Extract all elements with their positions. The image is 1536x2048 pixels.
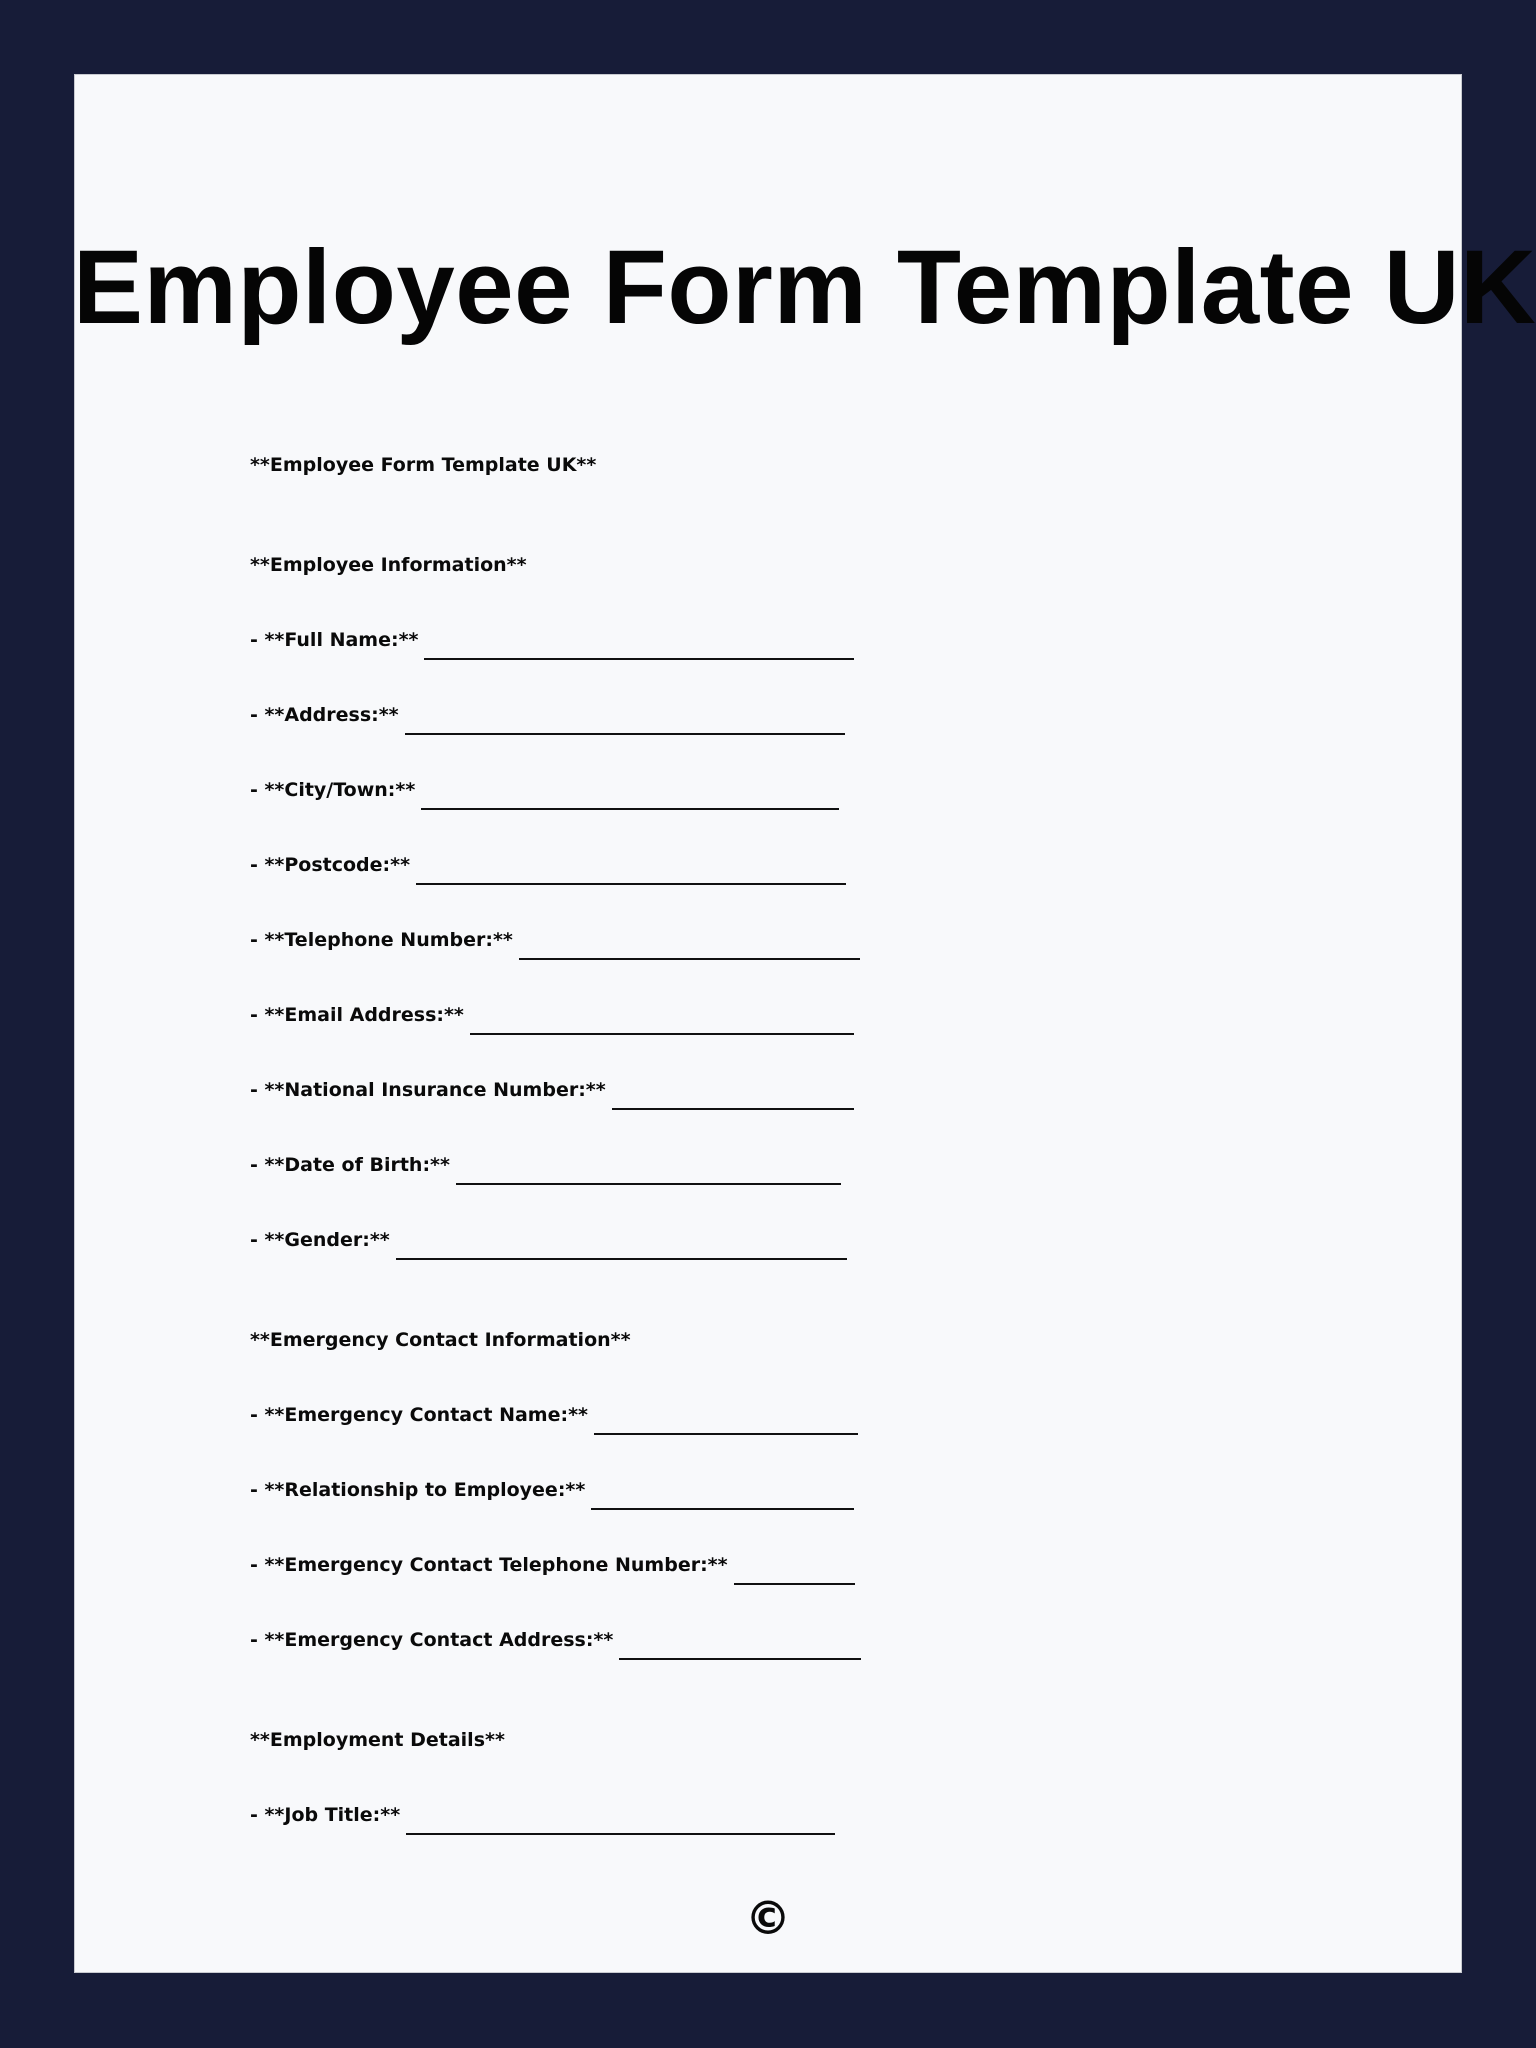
field-national-insurance-number bbox=[250, 1078, 854, 1102]
relationship-to-employee-blank[interactable] bbox=[591, 1486, 854, 1510]
field-email-address bbox=[250, 1003, 854, 1027]
field-emergency-contact-address bbox=[250, 1628, 861, 1652]
document-page bbox=[73, 74, 1536, 1973]
telephone-number-blank[interactable] bbox=[519, 936, 860, 960]
field-label: - **Relationship to Employee:** bbox=[250, 1479, 586, 1501]
postcode-blank[interactable] bbox=[416, 861, 846, 885]
field-date-of-birth bbox=[250, 1153, 841, 1177]
emergency-contact-name-blank[interactable] bbox=[594, 1411, 858, 1435]
field-label: - **Date of Birth:** bbox=[250, 1154, 450, 1176]
field-city-town bbox=[250, 778, 839, 802]
field-label: - **Email Address:** bbox=[250, 1004, 464, 1026]
section-heading-employee-information: **Employee Information** bbox=[250, 554, 527, 576]
field-gender bbox=[250, 1228, 847, 1252]
page-title: Employee Form Template UK bbox=[73, 229, 1536, 346]
field-label: - **Emergency Contact Name:** bbox=[250, 1404, 588, 1426]
field-postcode bbox=[250, 853, 846, 877]
field-label: - **City/Town:** bbox=[250, 779, 416, 801]
full-name-blank[interactable] bbox=[424, 636, 854, 660]
field-label: - **Emergency Contact Address:** bbox=[250, 1629, 614, 1651]
field-emergency-contact-name bbox=[250, 1403, 858, 1427]
field-label: - **Emergency Contact Telephone Number:** bbox=[250, 1554, 728, 1576]
field-label: - **Job Title:** bbox=[250, 1804, 401, 1826]
gender-blank[interactable] bbox=[396, 1236, 847, 1260]
field-full-name bbox=[250, 628, 854, 652]
date-of-birth-blank[interactable] bbox=[456, 1161, 841, 1185]
address-blank[interactable] bbox=[405, 711, 845, 735]
field-label: - **National Insurance Number:** bbox=[250, 1079, 606, 1101]
city-town-blank[interactable] bbox=[421, 786, 839, 810]
field-label: - **Full Name:** bbox=[250, 629, 419, 651]
form-heading: **Employee Form Template UK** bbox=[250, 454, 597, 476]
field-telephone-number bbox=[250, 928, 860, 952]
field-label: - **Telephone Number:** bbox=[250, 929, 513, 951]
field-relationship-to-employee bbox=[250, 1478, 854, 1502]
field-address bbox=[250, 703, 845, 727]
field-emergency-contact-telephone bbox=[250, 1553, 855, 1577]
field-label: - **Postcode:** bbox=[250, 854, 411, 876]
job-title-blank[interactable] bbox=[406, 1811, 835, 1835]
emergency-contact-telephone-blank[interactable] bbox=[734, 1561, 855, 1585]
section-heading-employment-details: **Employment Details** bbox=[250, 1729, 505, 1751]
section-heading-emergency-contact: **Emergency Contact Information** bbox=[250, 1329, 631, 1351]
field-label: - **Address:** bbox=[250, 704, 399, 726]
email-address-blank[interactable] bbox=[470, 1011, 854, 1035]
emergency-contact-address-blank[interactable] bbox=[619, 1636, 861, 1660]
copyright-symbol: © bbox=[745, 1891, 791, 1945]
field-job-title bbox=[250, 1803, 835, 1827]
national-insurance-number-blank[interactable] bbox=[612, 1086, 854, 1110]
field-label: - **Gender:** bbox=[250, 1229, 390, 1251]
